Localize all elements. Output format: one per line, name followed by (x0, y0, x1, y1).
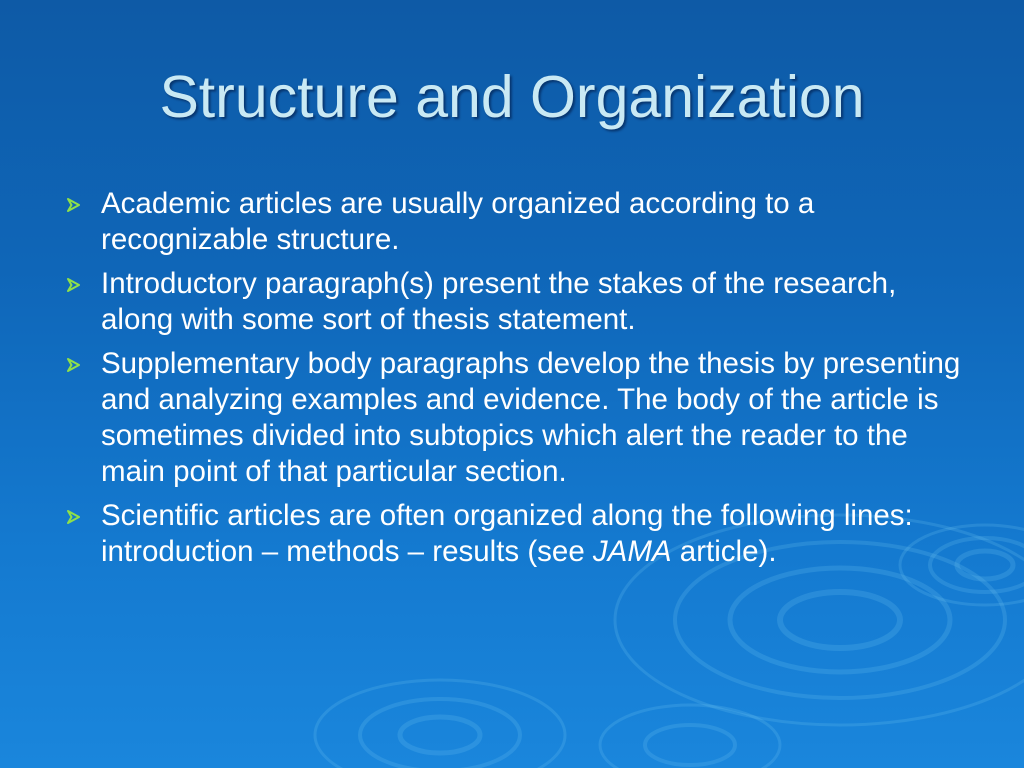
bullet-item (64, 346, 964, 490)
chevron-right-arrow-icon (66, 267, 82, 292)
bullet-list (64, 186, 964, 578)
slide-title: Structure and Organization (159, 64, 865, 130)
bullet-text-before: Scientific articles are often organized along the following lines: introduction – methods – results (see (101, 499, 913, 568)
chevron-right-arrow-icon (66, 347, 82, 372)
bullet-text: Introductory paragraph(s) present the stakes of the research, along with some sort of thesis statement. (101, 267, 897, 336)
bullet-emphasis-journal-name: JAMA (592, 535, 672, 568)
bullet-text: Supplementary body paragraphs develop the thesis by presenting and analyzing examples and evidence. The body of the article is sometimes divided into subtopics which alert the reader to the main point of that particular section. (101, 347, 961, 488)
bullet-item (64, 186, 964, 258)
chevron-right-arrow-icon (66, 499, 82, 524)
bullet-item (64, 266, 964, 338)
bullet-text: Academic articles are usually organized according to a recognizable structure. (101, 187, 815, 256)
bullet-text-after: article). (671, 535, 777, 568)
chevron-right-arrow-icon (66, 187, 82, 212)
bullet-item (64, 498, 964, 570)
